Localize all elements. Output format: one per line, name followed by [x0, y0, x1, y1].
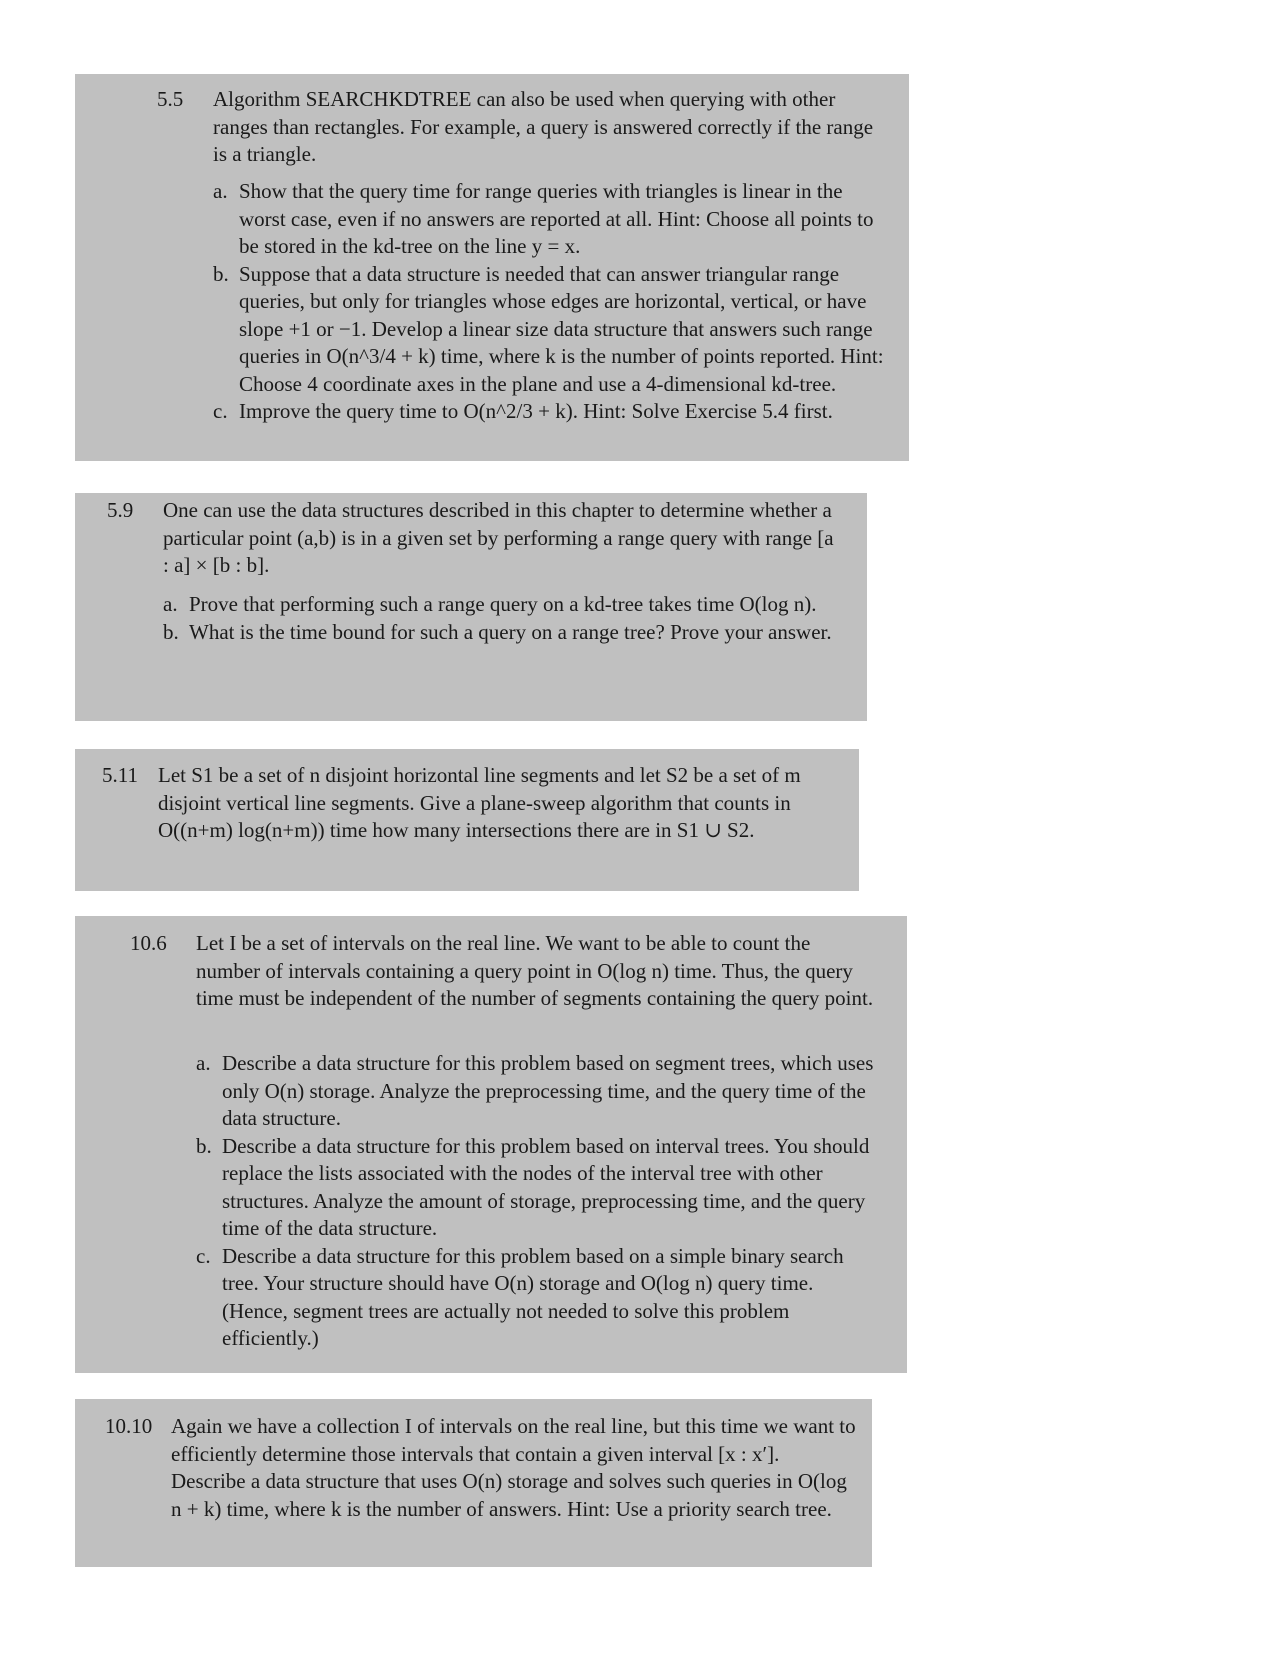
- exercise-item: [163, 619, 843, 647]
- item-text: Show that the query time for range queries with triangles is linear in the worst case, even if no answers are reported at all. Hint: Choose all points to be stored in the kd-tree on the line y = x.: [239, 179, 874, 258]
- exercise-number: 5.5: [157, 87, 184, 111]
- item-label: c.: [213, 399, 228, 423]
- item-label: b.: [213, 261, 229, 286]
- item-label: a.: [163, 592, 178, 616]
- exercise-box-5-9: [75, 493, 867, 721]
- item-text: Describe a data structure for this problem based on a simple binary search tree. Your structure should have O(n) storage and O(log n) query time. (Hence, segment trees are actually not needed to solve this problem efficiently.): [222, 1243, 844, 1350]
- item-label: b.: [196, 1133, 212, 1158]
- exercise-intro: Algorithm SEARCHKDTREE can also be used when querying with other ranges than rectangles. For example, a query is answered correctly if the range is a triangle.: [213, 87, 874, 166]
- exercise-item: [163, 591, 843, 619]
- item-text: Prove that performing such a range query on a kd-tree takes time O(log n).: [189, 592, 817, 616]
- item-text: Describe a data structure for this problem based on segment trees, which uses only O(n) storage. Analyze the preprocessing time, and the query time of the data structure.: [222, 1051, 874, 1130]
- exercise-box-10-6: [75, 916, 907, 1373]
- exercise-box-10-10: [75, 1399, 872, 1567]
- exercise-item: [196, 1133, 874, 1243]
- item-label: a.: [213, 179, 228, 203]
- exercise-items: [163, 591, 843, 646]
- exercise-number: 5.11: [102, 763, 138, 787]
- exercise-intro: Let S1 be a set of n disjoint horizontal line segments and let S2 be a set of m disjoint vertical line segments. Give a plane-sweep algorithm that counts in O((n+m) log(n+m)) time how many intersections there are in S1 ∪ S2.: [158, 763, 801, 842]
- exercise-items: [196, 1050, 874, 1353]
- exercise-box-5-11: [75, 749, 859, 891]
- exercise-number: 5.9: [107, 498, 134, 522]
- exercise-items: [213, 178, 885, 426]
- item-text: Describe a data structure for this problem based on interval trees. You should replace the lists associated with the nodes of the interval tree with other structures. Analyze the amount of storage, preprocessing time, and the query time of the data structure.: [222, 1133, 870, 1240]
- exercise-item: [213, 261, 885, 399]
- exercise-number: 10.6: [130, 931, 167, 955]
- exercise-number: 10.10: [105, 1414, 153, 1438]
- exercise-intro: Again we have a collection I of intervals on the real line, but this time we want to efficiently determine those intervals that contain a given interval [x : x′]. Describe a data structure that uses O(n) storage and solves such queries in O(log n + k) time, where k is the number of answers. Hint: Use a priority search tree.: [171, 1414, 856, 1521]
- item-text: Suppose that a data structure is needed that can answer triangular range queries, but only for triangles whose edges are horizontal, vertical, or have slope +1 or −1. Develop a linear size data structure that answers such range queries in O(n^3/4 + k) time, where k is the number of points reported. Hint: Choose 4 coordinate axes in the plane and use a 4-dimensional kd-tree.: [239, 261, 884, 396]
- exercise-box-5-5: [75, 74, 909, 461]
- exercise-item: [213, 178, 885, 261]
- exercise-item: [196, 1050, 874, 1133]
- item-label: c.: [196, 1243, 211, 1268]
- item-text: Improve the query time to O(n^2/3 + k). Hint: Solve Exercise 5.4 first.: [239, 399, 833, 423]
- item-text: What is the time bound for such a query on a range tree? Prove your answer.: [189, 619, 832, 644]
- exercise-intro: Let I be a set of intervals on the real line. We want to be able to count the number of intervals containing a query point in O(log n) time. Thus, the query time must be independent of the number of segments containing the query point.: [196, 931, 874, 1010]
- exercise-item: [213, 398, 885, 426]
- item-label: b.: [163, 619, 179, 644]
- item-label: a.: [196, 1051, 211, 1075]
- exercise-intro: One can use the data structures described in this chapter to determine whether a particular point (a,b) is in a given set by performing a range query with range [a : a] × [b : b].: [163, 498, 834, 577]
- exercise-item: [196, 1243, 874, 1353]
